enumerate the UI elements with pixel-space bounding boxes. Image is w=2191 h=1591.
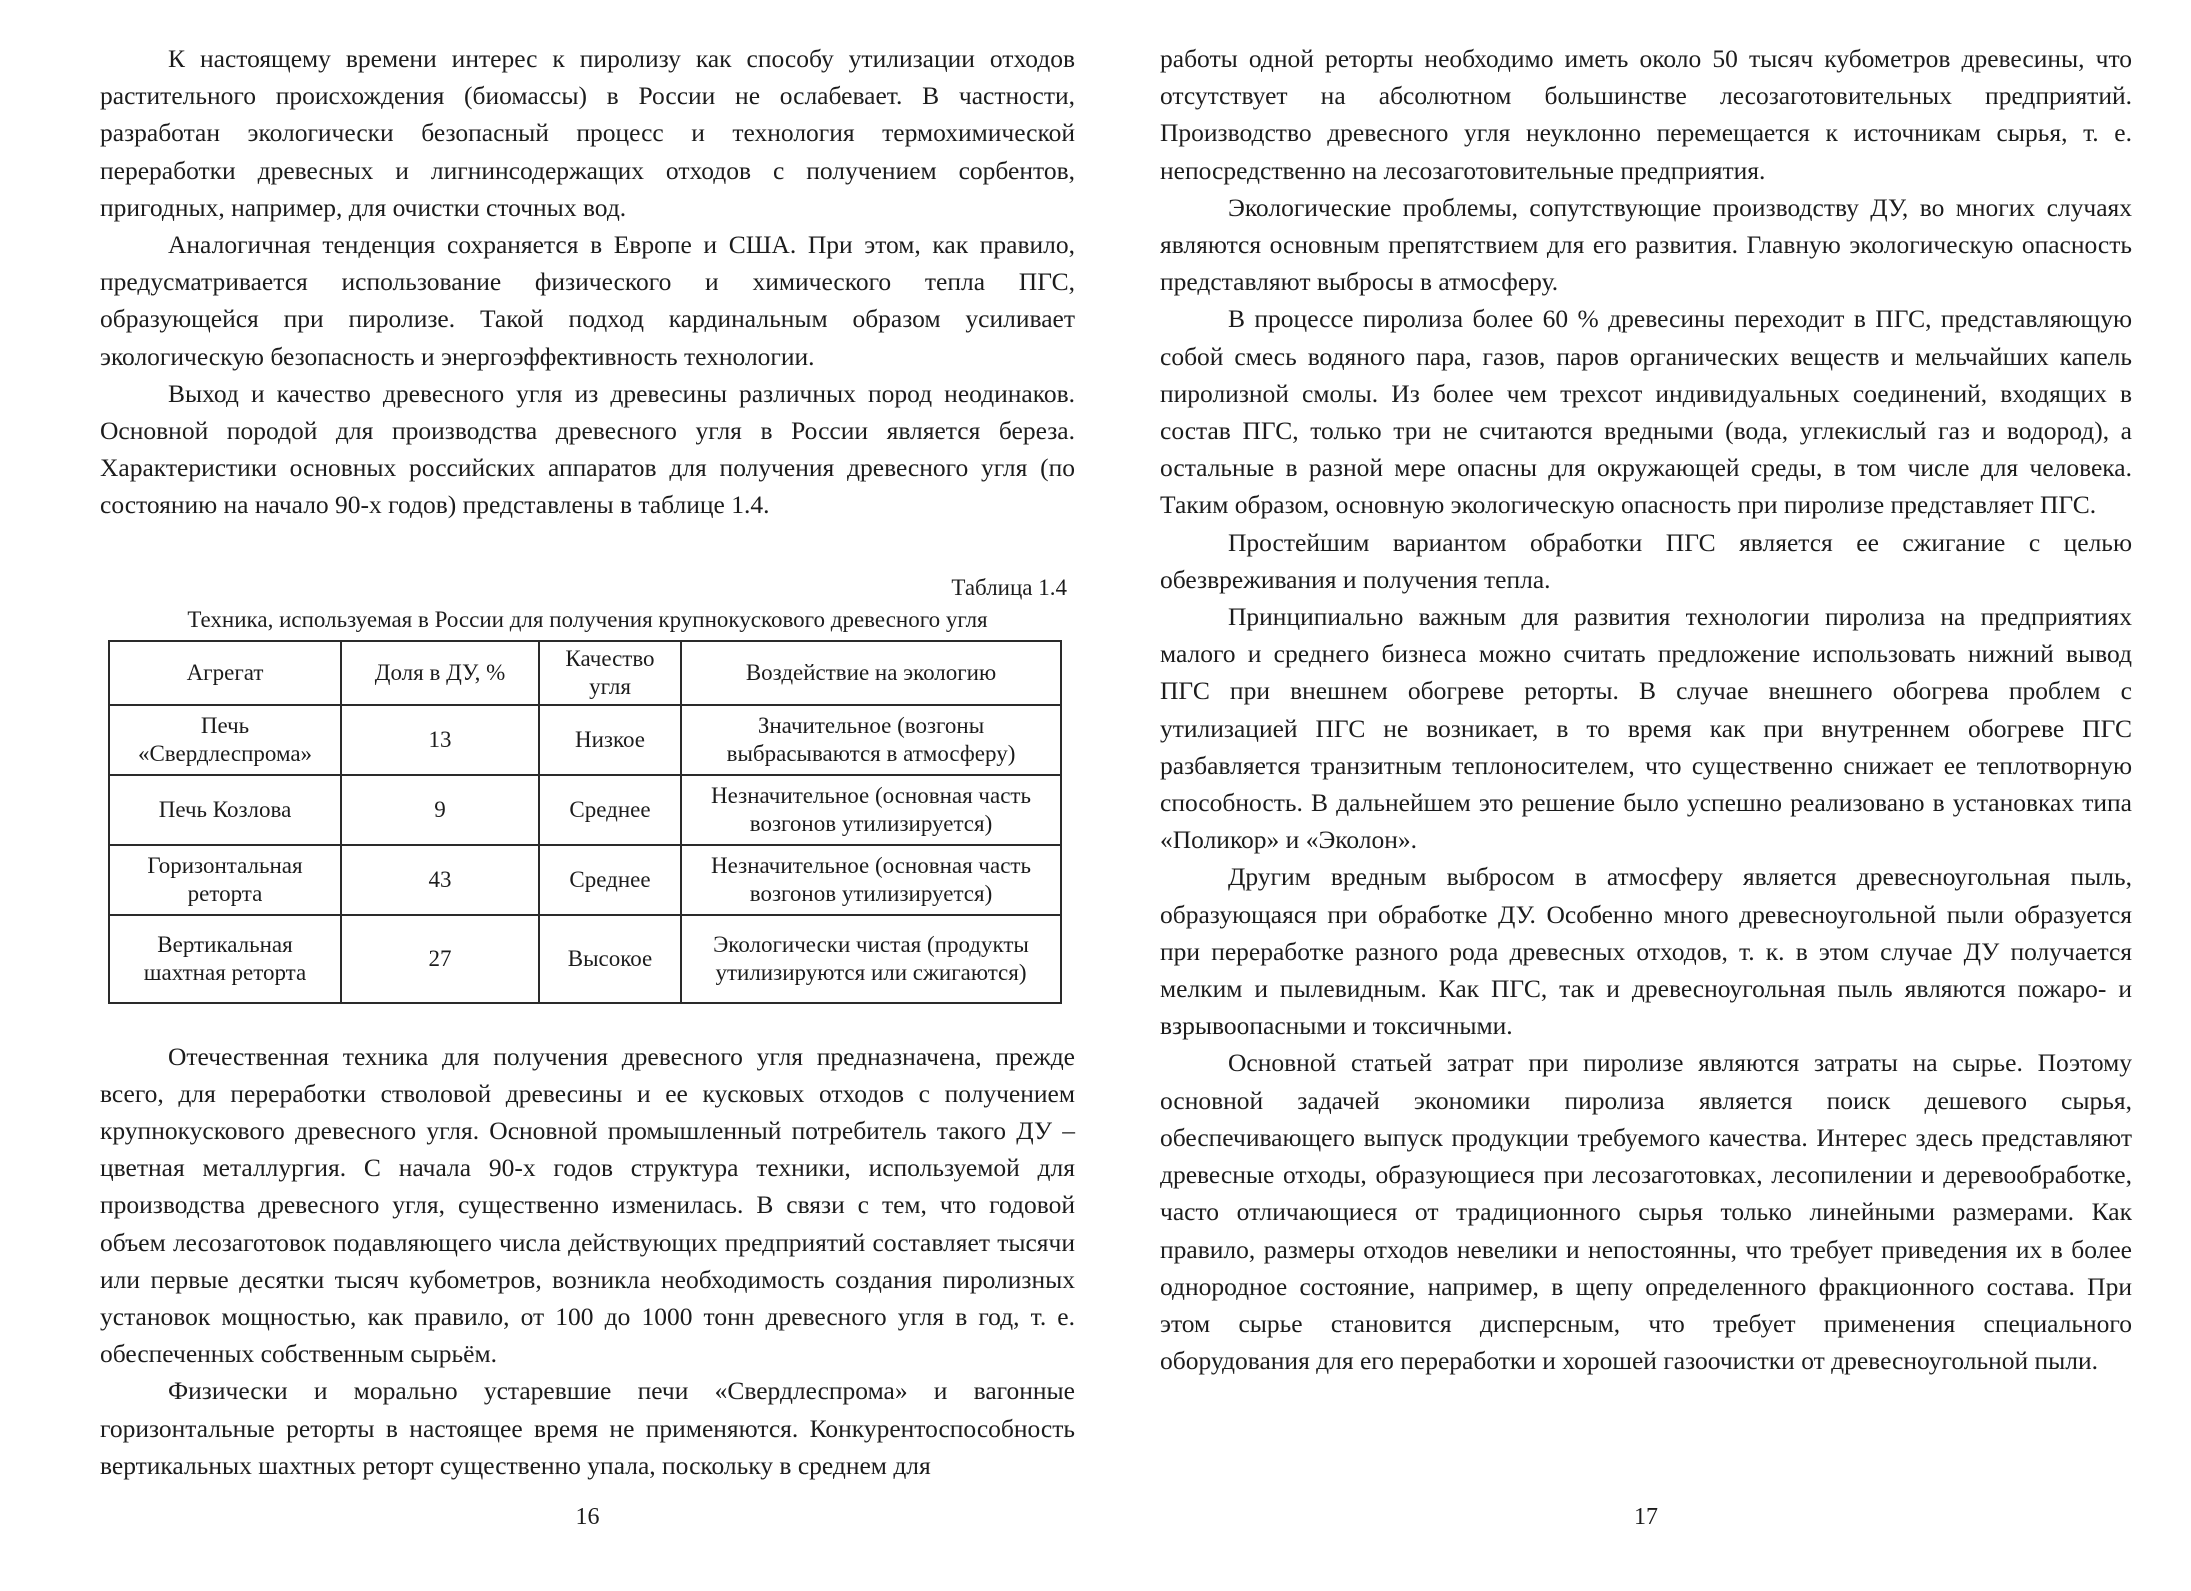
table-header-cell: Доля в ДУ, % [341,641,539,705]
table-cell: Высокое [539,915,681,1003]
table-header-cell: Качество угля [539,641,681,705]
table-cell: Печь Козлова [109,775,341,845]
paragraph: Простейшим вариантом обработки ПГС является ее сжигание с целью обезвреживания и получения тепла. [1160,527,2132,594]
table-cell: Горизонтальная реторта [109,845,341,915]
table-label: Таблица 1.4 [951,574,1067,600]
table-cell: 9 [341,775,539,845]
table-cell: Печь «Свердлеспрома» [109,705,341,775]
table-cell: Незначительное (основная часть возгонов утилизируется) [681,845,1061,915]
equipment-table [108,640,1062,1004]
paragraph: работы одной реторты необходимо иметь около 50 тысяч кубометров древесины, что отсутствует на абсолютном большинстве лесозаготовительных предприятий. Производство древесного угля неуклонно перемещается к источникам сырья, т. е. непосредственно на лесозаготовительные предприятия. [1160,44,2132,185]
table-cell: Экологически чистая (продукты утилизируются или сжигаются) [681,915,1061,1003]
left-page [100,0,1075,1591]
paragraph: Экологические проблемы, сопутствующие производству ДУ, во многих случаях являются основным препятствием для его развития. Главную экологическую опасность представляют выбросы в атмосферу. [1160,192,2132,297]
table-cell: Среднее [539,845,681,915]
table-row [109,705,1061,775]
table-header-cell: Воздействие на экологию [681,641,1061,705]
right-page [1160,0,2132,1591]
table-cell: 27 [341,915,539,1003]
table-cell: 43 [341,845,539,915]
table-row [109,845,1061,915]
table-cell: 13 [341,705,539,775]
table-cell: Низкое [539,705,681,775]
table-cell: Значительное (возгоны выбрасываются в атмосферу) [681,705,1061,775]
table-row [109,775,1061,845]
paragraph: Отечественная техника для получения древесного угля предназначена, прежде всего, для переработки стволовой древесины и ее кусковых отходов с получением крупнокускового древесного угля. Основной промышленный потребитель такого ДУ – цветная металлургия. С начала 90-х годов структура техники, используемой для производства древесного угля, существенно изменилась. В связи с тем, что годовой объем лесозаготовок подавляющего числа действующих предприятий составляет тысячи или первые десятки тысяч кубометров, возникла необходимость создания пиролизных установок мощностью, как правило, от 100 до 1000 тонн древесного угля в год, т. е. обеспеченных собственным сырьём. [100,1041,1075,1369]
table-cell: Среднее [539,775,681,845]
table-row [109,915,1061,1003]
paragraph: В процессе пиролиза более 60 % древесины переходит в ПГС, представляющую собой смесь водяного пара, газов, паров органических веществ и мельчайших капель пиролизной смолы. Из более чем трехсот индивидуальных соединений, входящих в состав ПГС, только три не считаются вредными (вода, углекислый газ и водород), а остальные в разной мере опасны для окружающей среды, в том числе для человека. Таким образом, основную экологическую опасность при пиролизе представляет ПГС. [1160,304,2132,520]
paragraph: Выход и качество древесного угля из древесины различных пород неодинаков. Основной породой для производства древесного угля в России является береза. Характеристики основных российских аппаратов для получения древесного угля (по состоянию на начало 90-х годов) представлены в таблице 1.4. [100,378,1075,520]
table-caption [100,572,1075,636]
page-number: 17 [1634,1504,1658,1530]
table-cell: Вертикальная шахтная реторта [109,915,341,1003]
paragraph: Другим вредным выбросом в атмосферу является древесноугольная пыль, образующаяся при обработке ДУ. Особенно много древесноугольной пыли образуется при переработке разного рода древесных отходов, т. к. в этом случае ДУ получается мелким и пылевидным. Как ПГС, так и древесноугольная пыль являются пожаро- и взрывоопасными и токсичными. [1160,862,2132,1041]
paragraph: К настоящему времени интерес к пиролизу как способу утилизации отходов растительного происхождения (биомассы) в России не ослабевает. В частности, разработан экологически безопасный процесс и технология термохимической переработки древесных и лигнинсодержащих отходов с получением сорбентов, пригодных, например, для очистки сточных вод. [100,44,1075,222]
paragraph: Основной статьей затрат при пиролизе являются затраты на сырье. Поэтому основной задачей экономики пиролиза является поиск дешевого сырья, обеспечивающего выпуск продукции требуемого качества. Интерес здесь представляют древесные отходы, образующиеся при лесозаготовках, лесопилении и деревообработке, часто отличающиеся от традиционного сырья только линейными размерами. Как правило, размеры отходов невелики и непостоянны, что требует приведения их в более однородное состояние, например, в щепу определенного фракционного состава. При этом сырье становится дисперсным, что требует применения специального оборудования для его переработки и хорошей газоочистки от древесноугольной пыли. [1160,1048,2132,1376]
paragraph: Аналогичная тенденция сохраняется в Европе и США. При этом, как правило, предусматривается использование физического и химического тепла ПГС, образующейся при пиролизе. Такой подход кардинальным образом усиливает экологическую безопасность и энергоэффективность технологии. [100,230,1075,371]
table-header-row [109,641,1061,705]
page-number: 16 [575,1504,600,1530]
paragraph: Принципиально важным для развития технологии пиролиза на предприятиях малого и среднего бизнеса можно считать предложение использовать нижний вывод ПГС при внешнем обогреве реторты. В случае внешнего обогрева проблем с утилизацией ПГС не возникает, в то время как при внутреннем обогреве ПГС разбавляется транзитным теплоносителем, что существенно снижает ее теплотворную способность. В дальнейшем это решение было успешно реализовано в установках типа «Поликор» и «Эколон». [1160,602,2132,855]
table-cell: Незначительное (основная часть возгонов утилизируется) [681,775,1061,845]
paragraph: Физически и морально устаревшие печи «Свердлеспрома» и вагонные горизонтальные реторты в настоящее время не применяются. Конкурентоспособность вертикальных шахтных реторт существенно упала, поскольку в среднем для [100,1376,1075,1480]
table-title: Техника, используемая в России для получения крупнокускового древесного угля [187,606,988,632]
table-header-cell: Агрегат [109,641,341,705]
